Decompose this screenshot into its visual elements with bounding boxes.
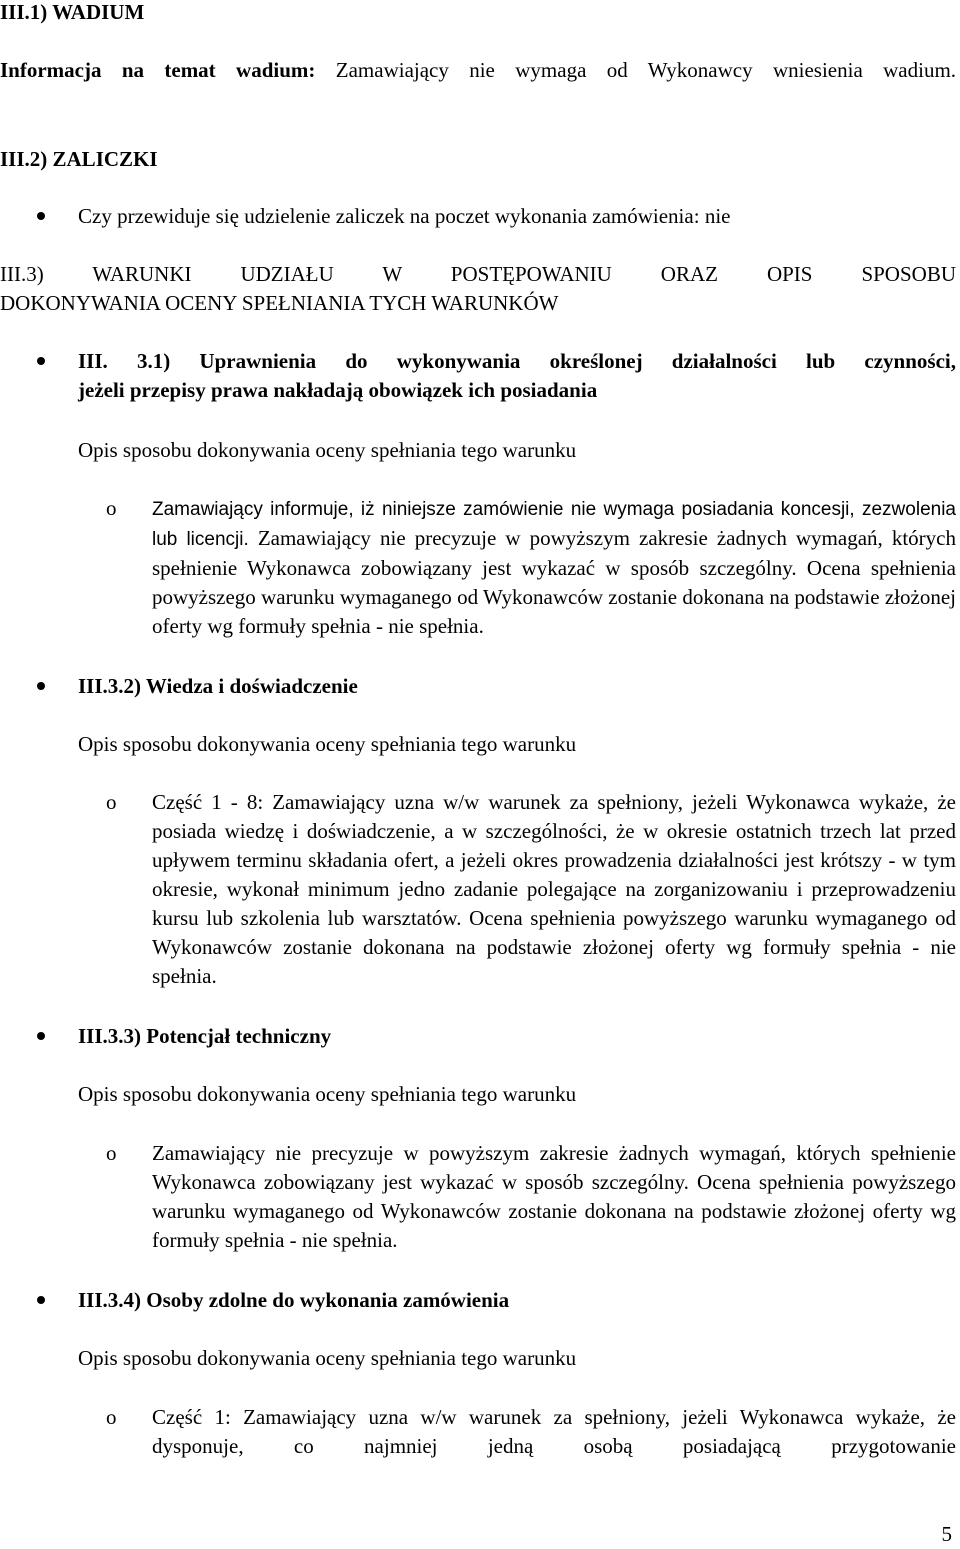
bullet-icon [37,357,45,365]
page-number: 5 [941,1522,952,1546]
s32-opis: Opis sposobu dokonywania oceny spełniania tego warunku [78,732,577,756]
s31-heading-line1: III. 3.1) Uprawnienia do wykonywania określonej działalności lub czynności, [78,349,956,373]
sublist-marker: o [106,496,117,520]
zaliczki-question: Czy przewiduje się udzielenie zaliczek na poczet wykonania zamówienia: [78,204,700,228]
sublist-marker: o [106,1405,117,1429]
wadium-info-label: Informacja na temat wadium: [0,58,316,82]
sublist-marker: o [106,1141,117,1165]
wadium-heading: III.1) WADIUM [0,0,145,24]
zaliczki-item [78,202,730,231]
warunki-heading [0,260,956,318]
s33-opis: Opis sposobu dokonywania oceny spełniania tego warunku [78,1082,577,1106]
s33-heading: III.3.3) Potencjał techniczny [78,1024,332,1048]
zaliczki-heading: III.2) ZALICZKI [0,147,158,171]
wadium-info [0,56,956,85]
bullet-icon [37,212,45,220]
s33-text: Zamawiający nie precyzuje w powyższym zakresie żadnych wymagań, których spełnienie Wykonawca zobowiązany jest wykazać w sposób szczególny. Ocena spełnienia powyższego warunku wymaganego od Wykonawców zostanie dokonana na podstawie złożonej oferty wg formuły spełnia - nie spełnia. [152,1141,956,1252]
bullet-icon [37,682,45,690]
s34-text: Część 1: Zamawiający uzna w/w warunek za spełniony, jeżeli Wykonawca wykaże, że dysponuje, co najmniej jedną osobą posiadającą przygotowanie [152,1405,956,1458]
s31-serif-text: Zamawiający nie precyzuje w powyższym zakresie żadnych wymagań, których spełnienie Wykonawca zobowiązany jest wykazać w sposób szczególny. Ocena spełnienia powyższego warunku wymaganego od Wykonawców zostanie dokonana na podstawie złożonej oferty wg formuły spełnia - nie spełnia. [152,526,956,638]
wadium-info-text: Zamawiający nie wymaga od Wykonawcy wniesienia wadium. [335,58,957,82]
s31-opis: Opis sposobu dokonywania oceny spełniania tego warunku [78,438,577,462]
s34-opis: Opis sposobu dokonywania oceny spełniania tego warunku [78,1346,577,1370]
warunki-heading-line2: DOKONYWANIA OCENY SPEŁNIANIA TYCH WARUNKÓW [0,291,559,315]
sublist-marker: o [106,790,117,814]
bullet-icon [37,1032,45,1040]
bullet-icon [37,1296,45,1304]
s31-sans-text: Zamawiający informuje, iż niniejsze zamówienie nie wymaga posiadania koncesji, zezwolenia lub licencji. [152,499,956,550]
s34-heading: III.3.4) Osoby zdolne do wykonania zamówienia [78,1288,510,1312]
s31-heading-line2: jeżeli przepisy prawa nakładają obowiązek ich posiadania [78,378,598,402]
zaliczki-answer: nie [704,204,731,228]
s31-text [152,494,956,641]
s32-text: Część 1 - 8: Zamawiający uzna w/w warunek za spełniony, jeżeli Wykonawca wykaże, że posiada wiedzę i doświadczenie, a w szczególności, że w okresie ostatnich trzech lat przed upływem terminu składania ofert, a jeżeli okres prowadzenia działalności jest krótszy - w tym okresie, wykonał minimum jedno zadanie polegające na zorganizowaniu i przeprowadzeniu kursu lub szkolenia lub warsztatów. Ocena spełnienia powyższego warunku wymaganego od Wykonawców zostanie dokonana na podstawie złożonej oferty wg formuły spełnia - nie spełnia. [152,790,956,988]
warunki-heading-line1: III.3) WARUNKI UDZIAŁU W POSTĘPOWANIU ORAZ OPIS SPOSOBU [0,262,956,286]
s32-heading: III.3.2) Wiedza i doświadczenie [78,674,358,698]
s31-heading [78,347,956,405]
